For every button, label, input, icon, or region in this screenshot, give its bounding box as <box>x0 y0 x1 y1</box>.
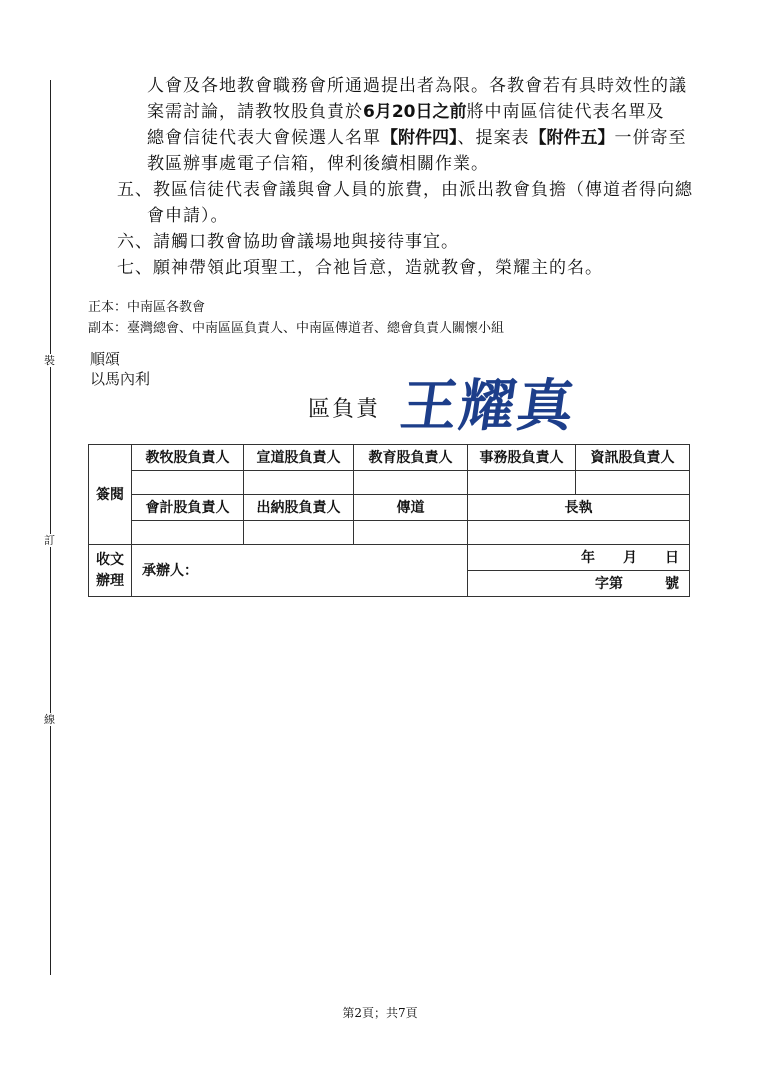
body-line-4: 教區辦事處電子信箱，俾利後續相關作業。 <box>147 154 489 174</box>
date-cell <box>468 545 690 571</box>
sign-cell <box>244 521 354 545</box>
date-label: 年 月 日 <box>581 549 679 566</box>
head-preacher: 傳道 <box>354 495 468 521</box>
handler-cell <box>132 545 468 597</box>
binding-char-xian: 線 <box>44 713 55 726</box>
recipient-main: 正本：中南區各教會 <box>88 300 206 315</box>
receive-label-2: 辦理 <box>96 572 124 589</box>
sign-cell <box>468 521 690 545</box>
item-7: 七、願神帶領此項聖工，合祂旨意，造就教會，榮耀主的名。 <box>117 258 603 278</box>
recipient-copy: 副本：臺灣總會、中南區區負責人、中南區傳道者、總會負責人關懷小組 <box>88 321 505 336</box>
sign-cell <box>132 471 244 495</box>
head-cashier: 出納股負責人 <box>244 495 354 521</box>
attachment-4-ref: 【附件四】 <box>381 128 458 148</box>
body-line-2 <box>147 99 665 125</box>
receive-label <box>89 545 132 597</box>
body-line-3-a: 總會信徒代表大會候選人名單 <box>147 128 381 148</box>
handwritten-signature: 王耀真 <box>396 373 581 439</box>
receive-label-1: 收文 <box>96 551 124 568</box>
binding-margin-line <box>50 80 51 975</box>
page-number: 第2頁；共7頁 <box>342 1006 418 1020</box>
head-accounting: 會計股負責人 <box>132 495 244 521</box>
signature-title: 區負責 <box>308 397 381 422</box>
handler-label: 承辦人： <box>142 562 198 579</box>
item-5-line-1: 五、教區信徒代表會議與會人員的旅費，由派出教會負擔（傳道者得向總 <box>117 180 693 200</box>
body-line-3-c: 一併寄至 <box>614 128 687 148</box>
attachment-5-ref: 【附件五】 <box>529 128 615 148</box>
body-line-2-a: 案需討論，請教牧股負責於 <box>147 102 363 122</box>
doc-number-label: 字第 號 <box>595 575 679 592</box>
sign-cell <box>468 471 576 495</box>
head-mission: 宣道股負責人 <box>244 445 354 471</box>
head-affairs: 事務股負責人 <box>468 445 576 471</box>
sign-cell <box>576 471 690 495</box>
binding-char-ding: 訂 <box>44 534 55 547</box>
sign-cell <box>354 471 468 495</box>
item-5-line-2: 會申請）。 <box>147 206 229 226</box>
deadline-date: 6月20日之前 <box>363 102 467 122</box>
sign-cell <box>354 521 468 545</box>
head-elders: 長執 <box>468 495 690 521</box>
sign-cell <box>132 521 244 545</box>
review-label: 簽閱 <box>89 445 132 545</box>
head-info: 資訊股負責人 <box>576 445 690 471</box>
head-pastoral: 教牧股負責人 <box>132 445 244 471</box>
body-line-2-b: 將中南區信徒代表名單及 <box>466 102 665 122</box>
binding-char-zhuang: 裝 <box>44 354 55 367</box>
body-line-1: 人會及各地教會職務會所通過提出者為限。各教會若有具時效性的議 <box>147 76 687 96</box>
closing-greeting: 順頌 <box>90 350 121 368</box>
body-line-3 <box>147 125 687 151</box>
body-line-3-b: 、提案表 <box>457 128 530 148</box>
head-education: 教育股負責人 <box>354 445 468 471</box>
sign-cell <box>244 471 354 495</box>
doc-number-cell <box>468 571 690 597</box>
closing-blessing: 以馬內利 <box>90 370 151 388</box>
item-6: 六、請觸口教會協助會議場地與接待事宜。 <box>117 232 459 252</box>
sign-off-table <box>88 444 690 597</box>
